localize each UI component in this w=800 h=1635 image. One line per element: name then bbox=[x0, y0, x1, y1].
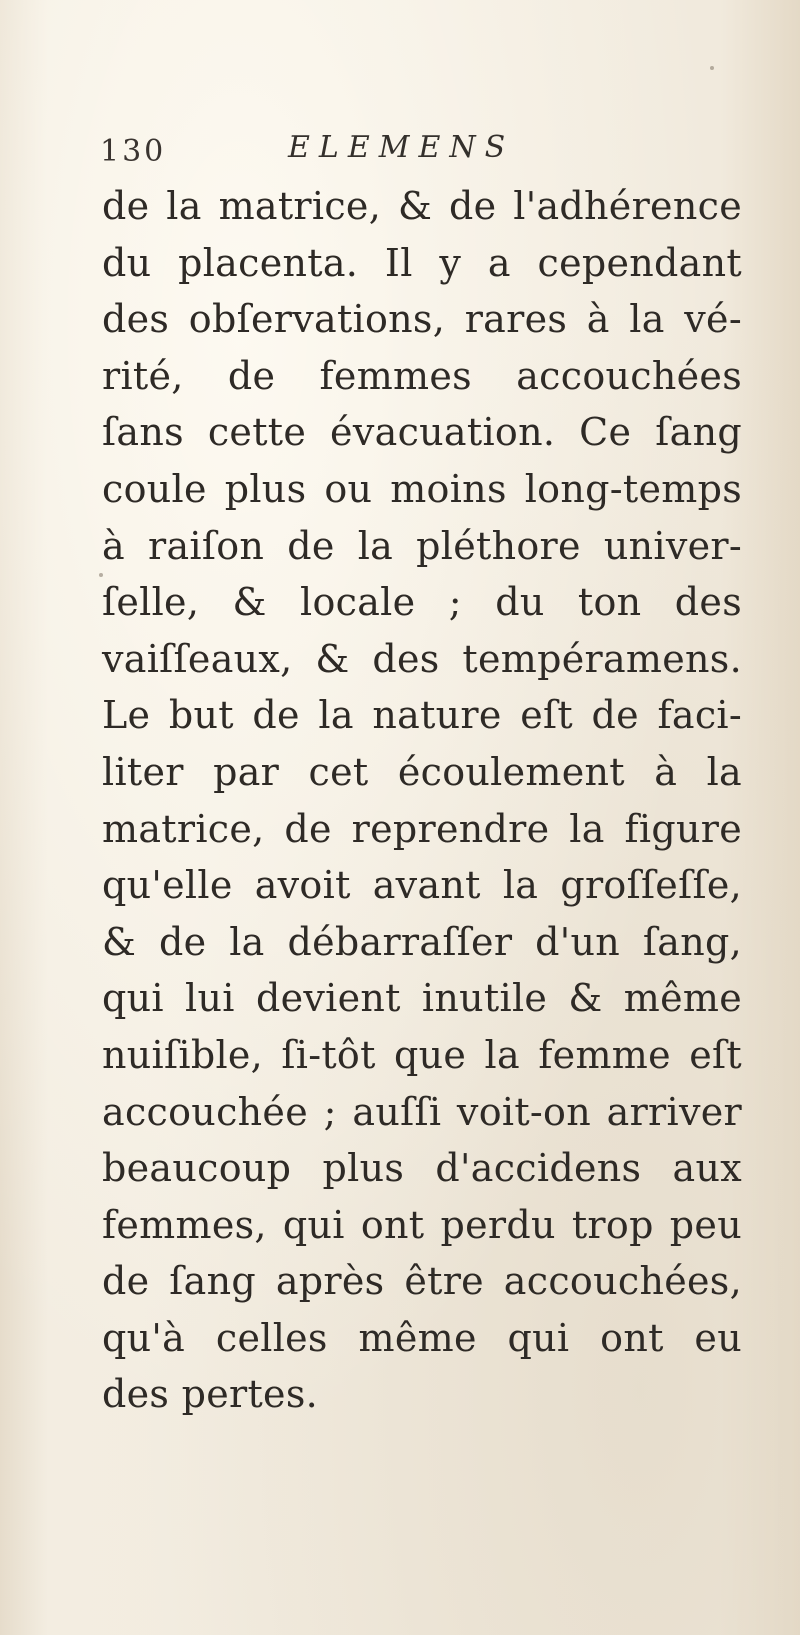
text-line: des pertes. bbox=[102, 1372, 319, 1417]
text-line: liter par cet écoulement à la bbox=[102, 749, 742, 794]
text-line: à raiſon de la pléthore univer- bbox=[102, 523, 742, 568]
text-line: qu'elle avoit avant la groſſeſſe, bbox=[102, 863, 742, 908]
text-line: femmes, qui ont perdu trop peu bbox=[102, 1202, 742, 1247]
text-line: Le but de la nature eſt de faci- bbox=[102, 693, 742, 738]
text-line: qu'à celles même qui ont eu bbox=[102, 1315, 742, 1360]
text-line: ſans cette évacuation. Ce ſang bbox=[102, 410, 742, 455]
text-line: qui lui devient inutile & même bbox=[102, 976, 742, 1021]
page-number: 130 bbox=[100, 134, 167, 169]
text-line: vaiſſeaux, & des tempéramens. bbox=[102, 636, 742, 681]
text-line: nuiſible, ſi-tôt que la femme eſt bbox=[102, 1032, 742, 1077]
text-line: coule plus ou moins long-temps bbox=[102, 466, 742, 511]
text-line: matrice, de reprendre la figure bbox=[102, 806, 742, 851]
text-line: ſelle, & locale ; du ton des bbox=[102, 580, 742, 625]
text-line: beaucoup plus d'accidens aux bbox=[102, 1146, 742, 1191]
page-header bbox=[100, 128, 700, 178]
text-line: des obſervations, rares à la vé- bbox=[102, 297, 742, 342]
text-line: & de la débarraſſer d'un ſang, bbox=[102, 919, 742, 964]
text-line: rité, de femmes accouchées bbox=[102, 353, 742, 398]
text-line: accouchée ; auſſi voit-on arriver bbox=[102, 1089, 742, 1134]
running-title: ELEMENS bbox=[288, 130, 515, 165]
body-text bbox=[102, 178, 742, 1423]
text-line: du placenta. Il y a cependant bbox=[102, 240, 742, 285]
text-line: de ſang après être accouchées, bbox=[102, 1259, 742, 1304]
text-line: de la matrice, & de l'adhérence bbox=[102, 184, 742, 228]
paper-speck bbox=[710, 66, 714, 70]
